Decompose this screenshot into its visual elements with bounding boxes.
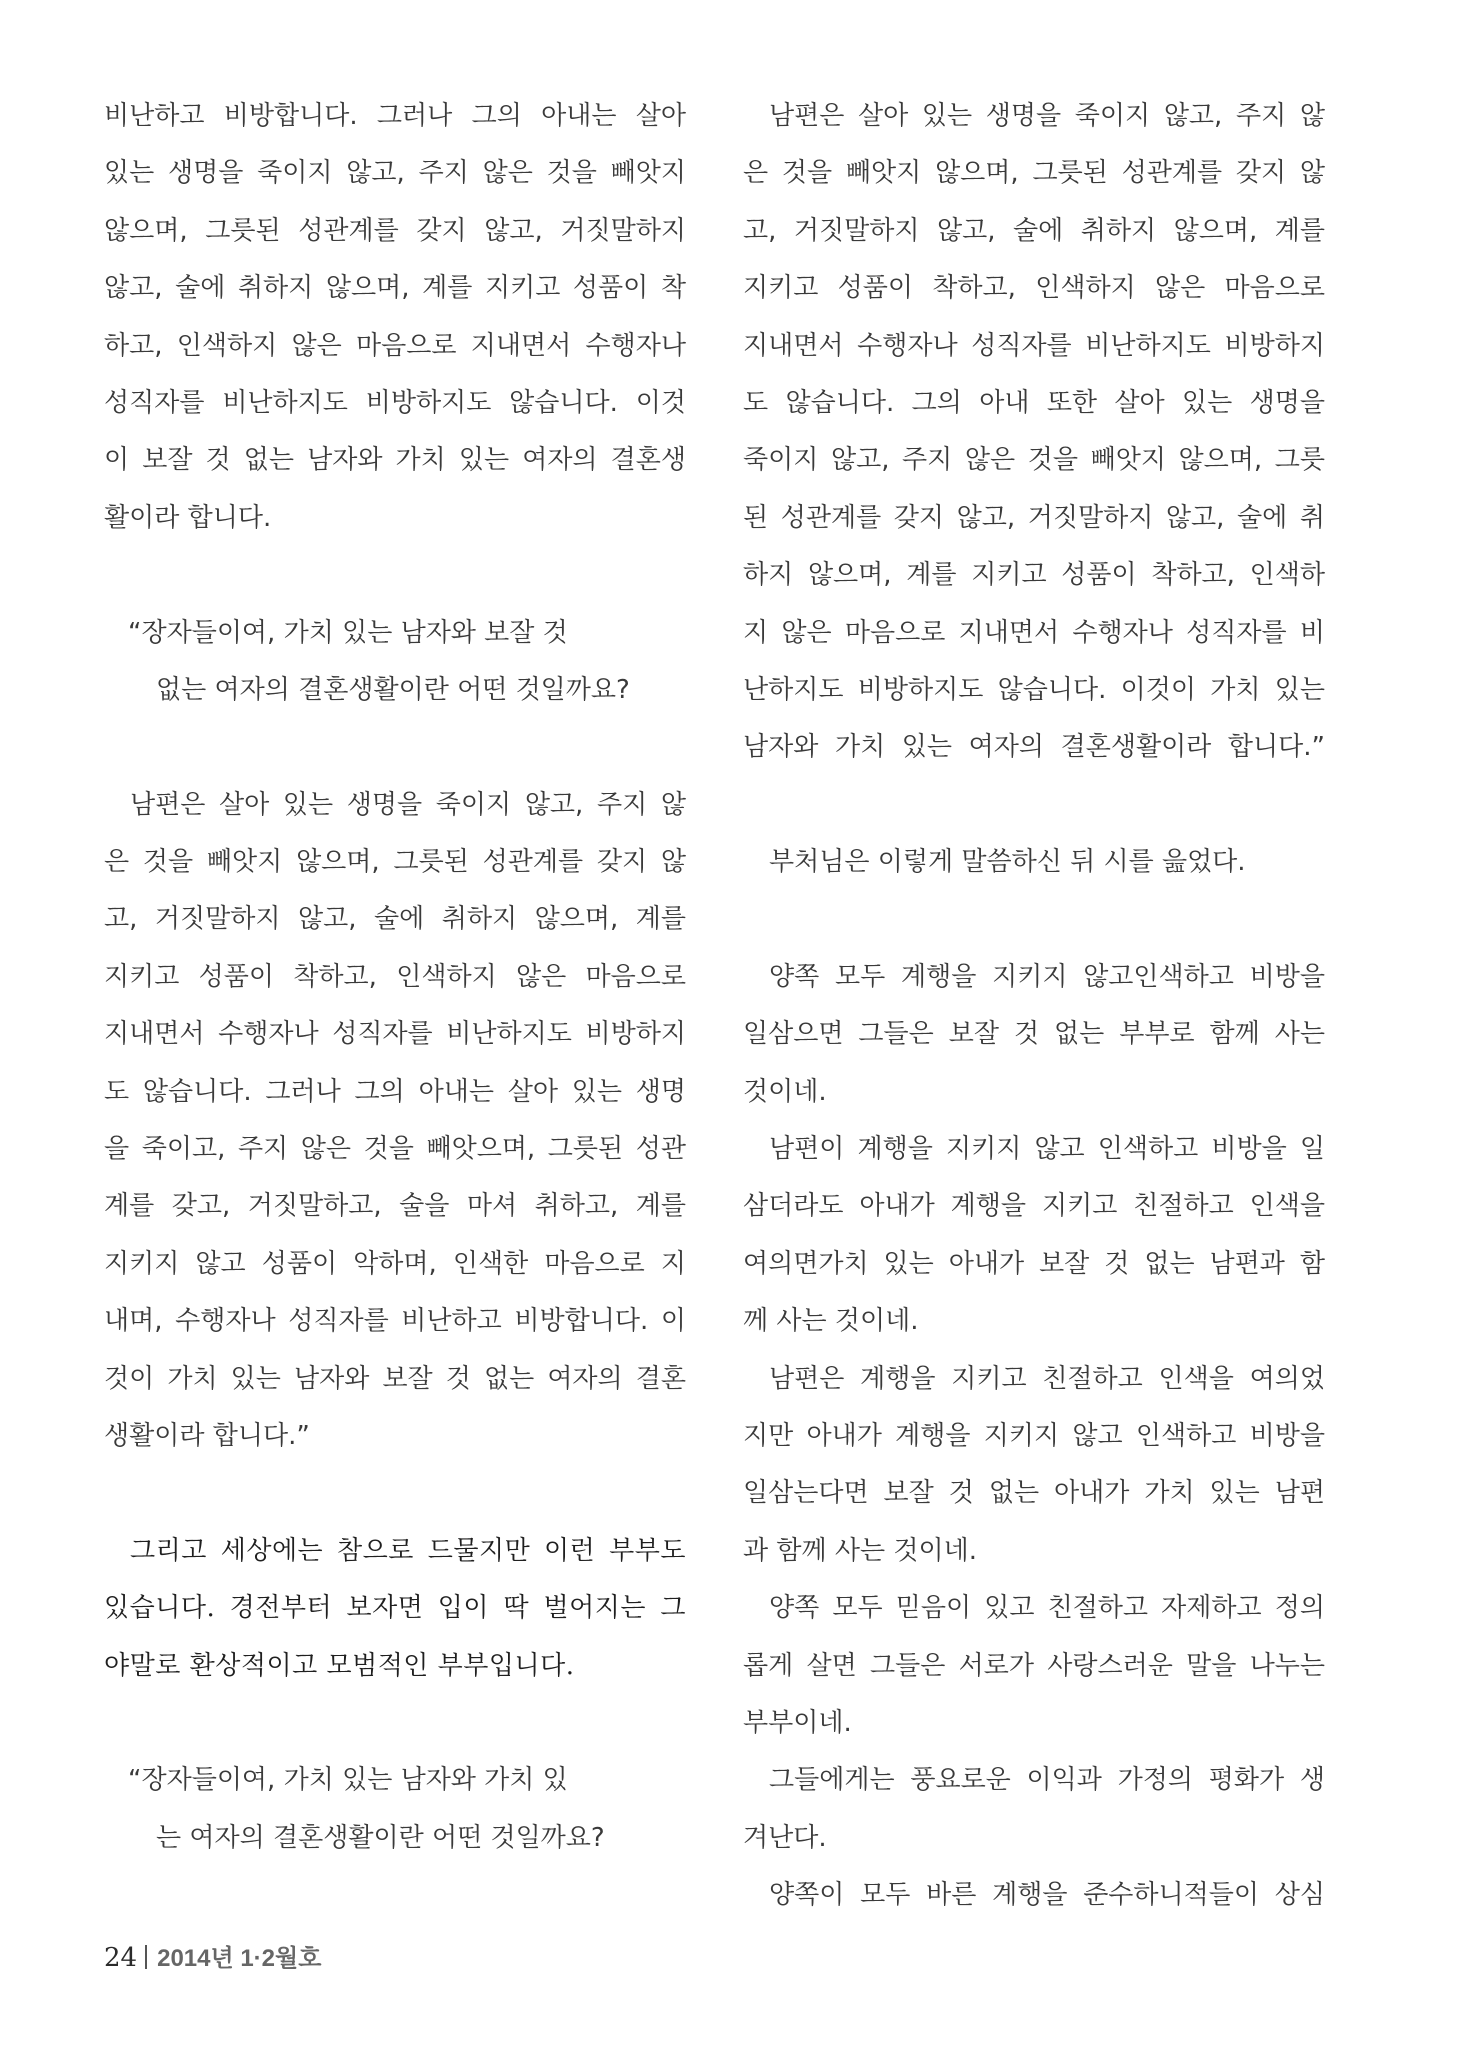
text-line: 지 않은 마음으로 지내면서 수행자나 성직자를 비 — [743, 617, 1325, 648]
text-line: 죽이지 않고, 주지 않은 것을 빼앗지 않으며, 그릇 — [743, 445, 1325, 476]
commentary-line: 있습니다. 경전부터 보자면 입이 딱 벌어지는 그 — [104, 1593, 686, 1624]
verse-line: 남편이 계행을 지키지 않고 인색하고 비방을 일 — [769, 1134, 1325, 1165]
verse-line: 께 사는 것이네. — [743, 1306, 919, 1337]
verse-line: 일삼는다면 보잘 것 없는 아내가 가치 있는 남편 — [743, 1478, 1325, 1509]
verse-line: 지만 아내가 계행을 지키지 않고 인색하고 비방을 — [743, 1420, 1325, 1451]
footer-divider — [145, 1945, 147, 1969]
paragraph-gap — [743, 777, 1325, 834]
verse-line: 여의면가치 있는 아내가 보잘 것 없는 남편과 함 — [743, 1248, 1325, 1279]
left-column — [104, 88, 686, 1867]
text-line: 고, 거짓말하지 않고, 술에 취하지 않으며, 계를 — [743, 215, 1325, 246]
quote-line: 없는 여자의 결혼생활이란 어떤 것일까요? — [156, 674, 630, 705]
text-line: 을 죽이고, 주지 않은 것을 빼앗으며, 그릇된 성관 — [104, 1134, 686, 1165]
quote-line: 는 여자의 결혼생활이란 어떤 것일까요? — [156, 1822, 605, 1853]
text-line: 은 것을 빼앗지 않으며, 그릇된 성관계를 갖지 않 — [104, 847, 686, 878]
text-line: 않고, 술에 취하지 않으며, 계를 지키고 성품이 착 — [104, 273, 686, 304]
verse-line: 일삼으면 그들은 보잘 것 없는 부부로 함께 사는 — [743, 1019, 1325, 1050]
verse-line: 남편은 계행을 지키고 친절하고 인색을 여의었 — [769, 1363, 1325, 1394]
text-line: 하지 않으며, 계를 지키고 성품이 착하고, 인색하 — [743, 560, 1325, 591]
commentary-line: 야말로 환상적이고 모범적인 부부입니다. — [104, 1650, 575, 1681]
text-line: 있는 생명을 죽이지 않고, 주지 않은 것을 빼앗지 — [104, 158, 686, 189]
verse-line: 겨난다. — [743, 1822, 827, 1853]
text-line: 은 것을 빼앗지 않으며, 그릇된 성관계를 갖지 않 — [743, 158, 1325, 189]
text-line: 하고, 인색하지 않은 마음으로 지내면서 수행자나 — [104, 330, 686, 361]
verse-line: 삼더라도 아내가 계행을 지키고 친절하고 인색을 — [743, 1191, 1325, 1222]
page-footer — [104, 1938, 321, 1973]
text-line: 고, 거짓말하지 않고, 술에 취하지 않으며, 계를 — [104, 904, 686, 935]
paragraph-gap — [104, 547, 686, 604]
text-line: 된 성관계를 갖지 않고, 거짓말하지 않고, 술에 취 — [743, 502, 1325, 533]
verse-line: 양쪽 모두 믿음이 있고 친절하고 자제하고 정의 — [769, 1593, 1325, 1624]
text-line: 지내면서 수행자나 성직자를 비난하지도 비방하지 — [104, 1019, 686, 1050]
text-line: 성직자를 비난하지도 비방하지도 않습니다. 이것 — [104, 387, 686, 418]
quote-line: “장자들이여, 가치 있는 남자와 보잘 것 — [128, 617, 568, 648]
paragraph-gap — [104, 1465, 686, 1522]
paragraph-gap — [104, 719, 686, 776]
verse-line: 과 함께 사는 것이네. — [743, 1535, 977, 1566]
right-column — [743, 88, 1325, 1925]
text-line: 남편은 살아 있는 생명을 죽이지 않고, 주지 않 — [769, 101, 1325, 131]
text-line: 부처님은 이렇게 말씀하신 뒤 시를 읊었다. — [769, 847, 1246, 878]
text-line: 활이라 합니다. — [104, 502, 272, 533]
text-line: 지키지 않고 성품이 악하며, 인색한 마음으로 지 — [104, 1248, 686, 1279]
text-line: 남자와 가치 있는 여자의 결혼생활이라 합니다.” — [743, 732, 1325, 763]
text-line: 지키고 성품이 착하고, 인색하지 않은 마음으로 — [104, 961, 686, 992]
text-line: 지키고 성품이 착하고, 인색하지 않은 마음으로 — [743, 273, 1325, 304]
text-line: 비난하고 비방합니다. 그러나 그의 아내는 살아 — [104, 101, 686, 131]
text-line: 않으며, 그릇된 성관계를 갖지 않고, 거짓말하지 — [104, 215, 686, 246]
text-line: 남편은 살아 있는 생명을 죽이지 않고, 주지 않 — [130, 789, 686, 820]
verse-line: 양쪽 모두 계행을 지키지 않고인색하고 비방을 — [769, 961, 1325, 992]
text-line: 지내면서 수행자나 성직자를 비난하지도 비방하지 — [743, 330, 1325, 361]
text-line: 것이 가치 있는 남자와 보잘 것 없는 여자의 결혼 — [104, 1363, 686, 1394]
commentary-line: 그리고 세상에는 참으로 드물지만 이런 부부도 — [130, 1535, 686, 1566]
paragraph-gap — [743, 891, 1325, 948]
page-number: 24 — [104, 1943, 138, 1973]
text-line: 도 않습니다. 그의 아내 또한 살아 있는 생명을 — [743, 387, 1325, 418]
text-line: 난하지도 비방하지도 않습니다. 이것이 가치 있는 — [743, 674, 1325, 705]
issue-label: 2014년 1·2월호 — [157, 1945, 322, 1972]
verse-line: 그들에게는 풍요로운 이익과 가정의 평화가 생 — [769, 1765, 1325, 1796]
text-line: 계를 갖고, 거짓말하고, 술을 마셔 취하고, 계를 — [104, 1191, 686, 1222]
quote-line: “장자들이여, 가치 있는 남자와 가치 있 — [128, 1765, 568, 1796]
text-line: 생활이라 합니다.” — [104, 1420, 310, 1451]
verse-line: 것이네. — [743, 1076, 827, 1107]
verse-line: 양쪽이 모두 바른 계행을 준수하니적들이 상심 — [769, 1880, 1325, 1911]
paragraph-gap — [104, 1695, 686, 1752]
text-line: 이 보잘 것 없는 남자와 가치 있는 여자의 결혼생 — [104, 445, 686, 476]
text-line: 도 않습니다. 그러나 그의 아내는 살아 있는 생명 — [104, 1076, 686, 1107]
verse-line: 부부이네. — [743, 1707, 852, 1738]
text-line: 내며, 수행자나 성직자를 비난하고 비방합니다. 이 — [104, 1306, 686, 1337]
verse-line: 롭게 살면 그들은 서로가 사랑스러운 말을 나누는 — [743, 1650, 1325, 1681]
